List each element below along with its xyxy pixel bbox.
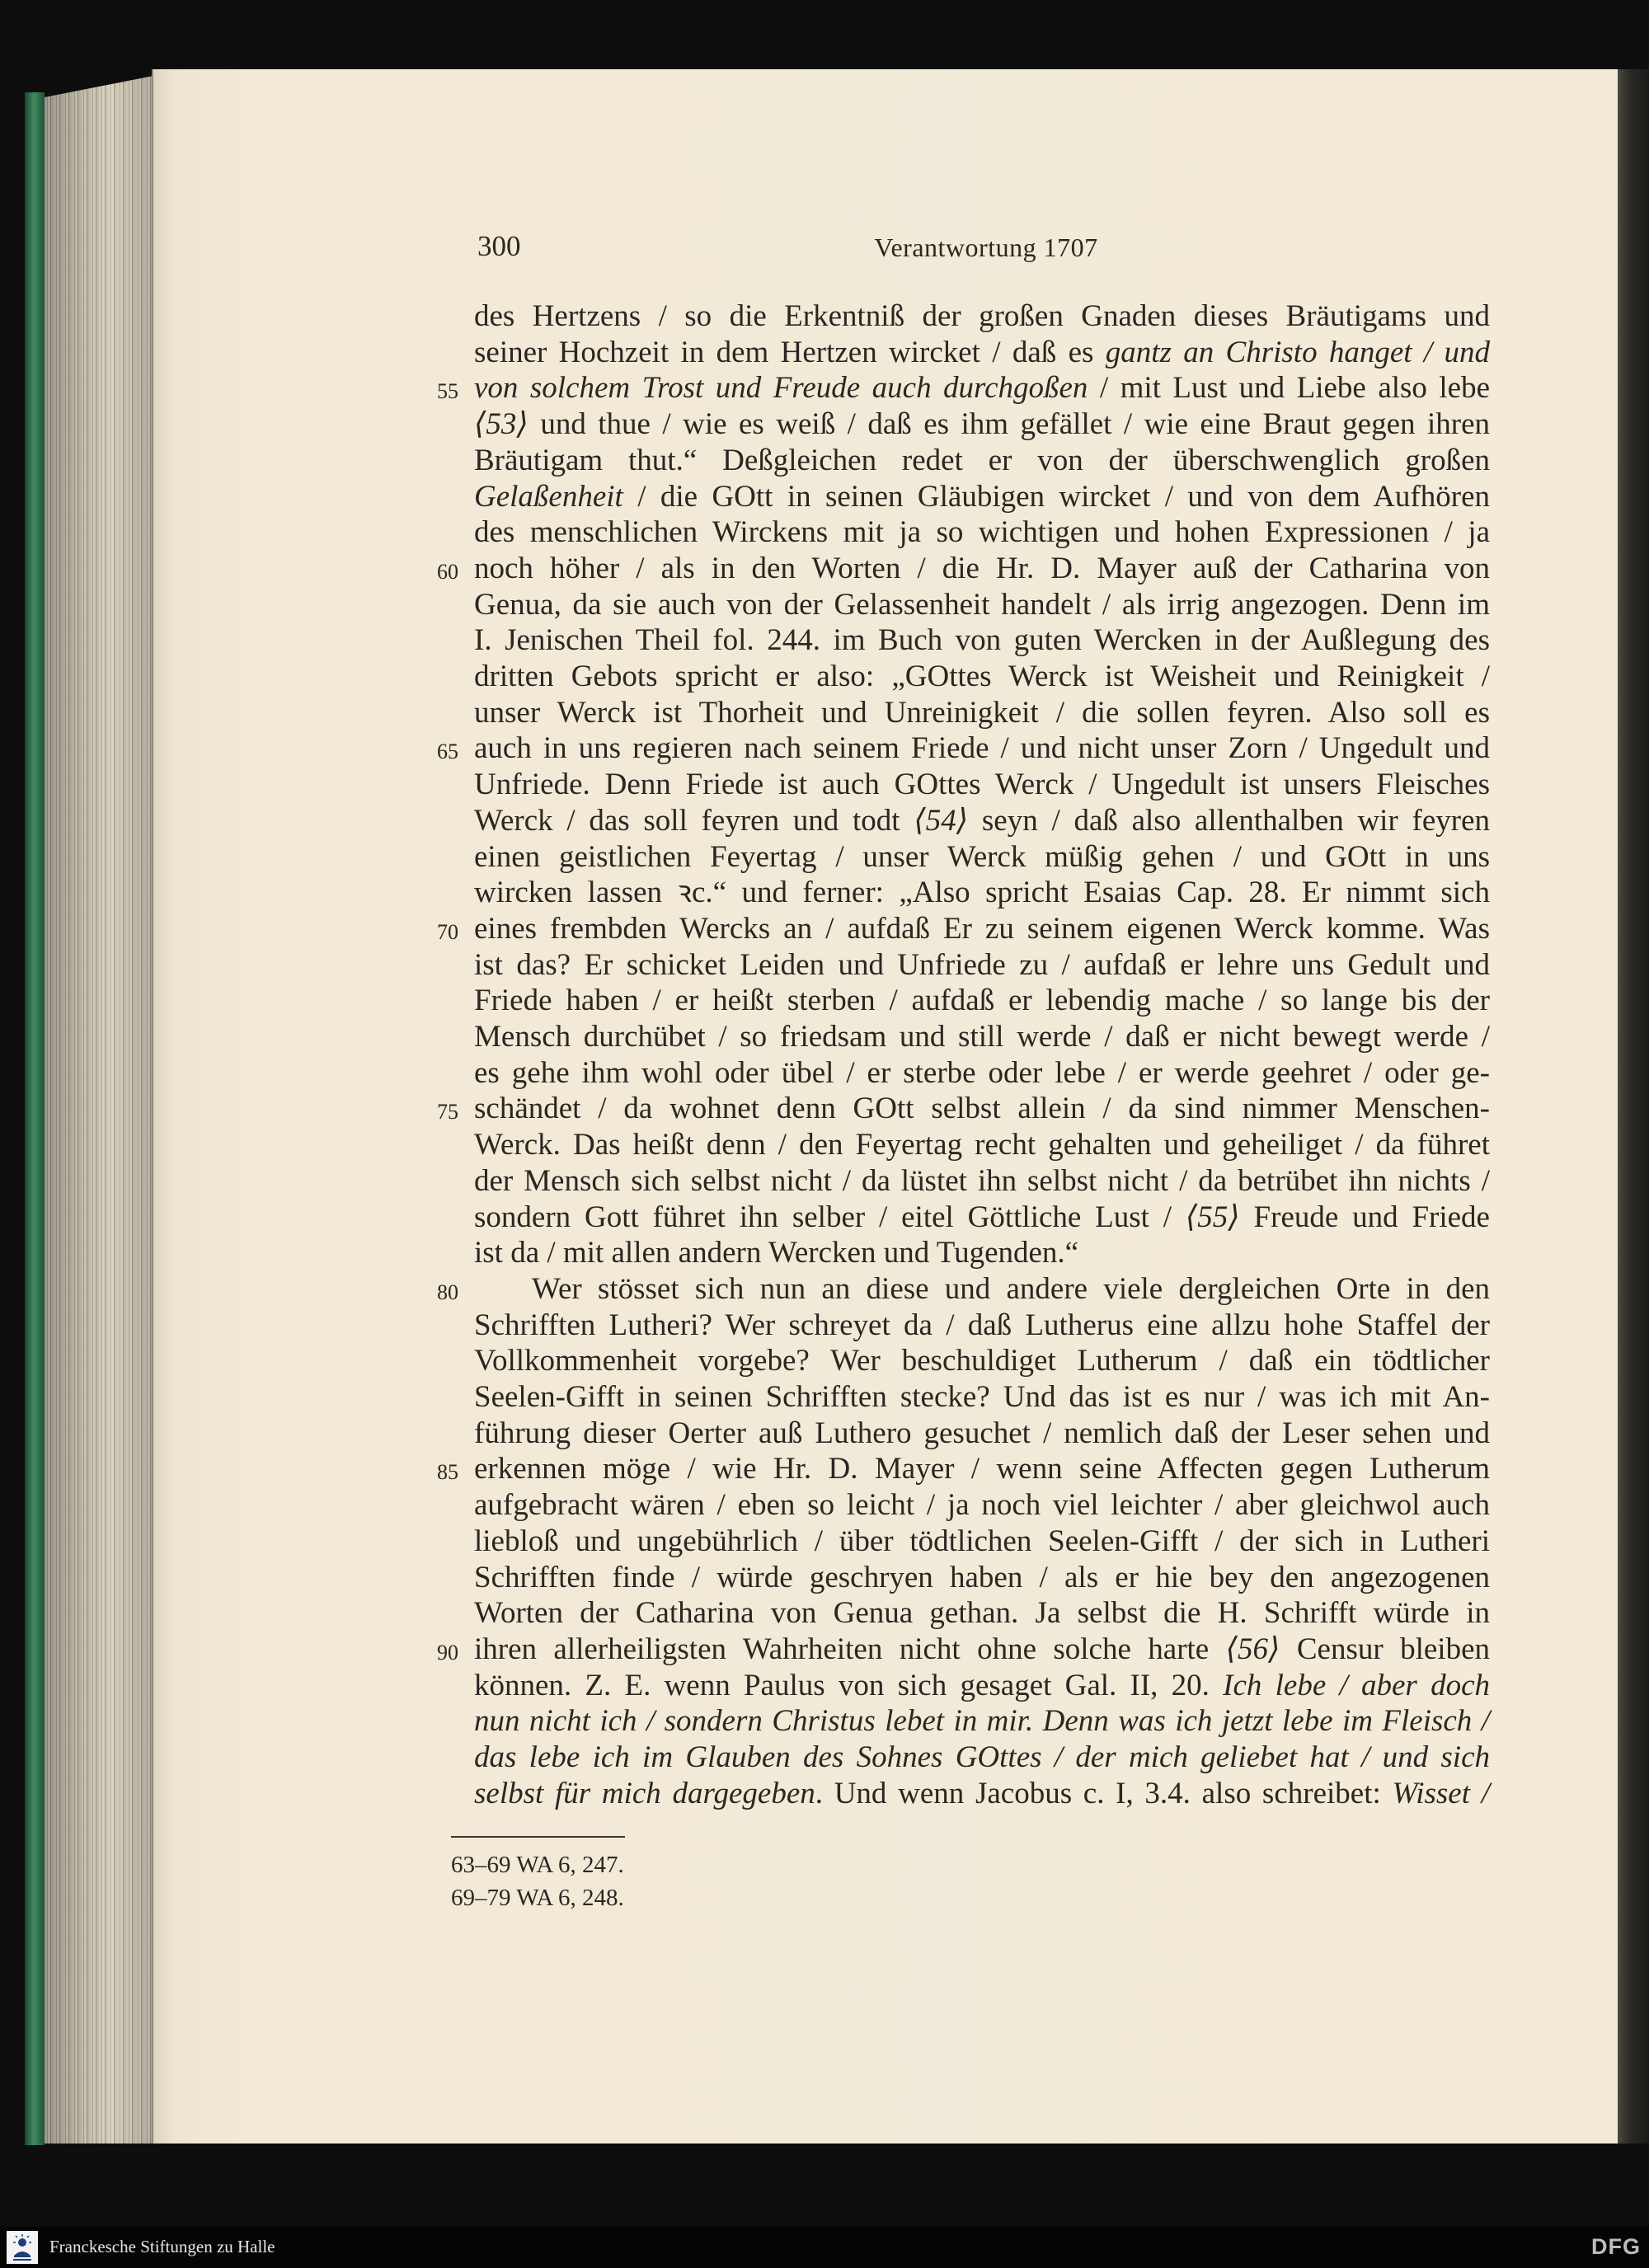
text-run: der Mensch sich selbst nicht / da lüstet ihn selbst nicht / da betrübet ihn nichts / (474, 1163, 1490, 1198)
text-run: des Hertzens / so die Erkentniß der großen Gnaden dieses Bräutigams und (474, 299, 1490, 333)
margin-line-number: 60 (437, 559, 458, 584)
text-run: / mit Lust und Liebe also lebe (1088, 371, 1491, 406)
margin-line-number: 80 (437, 1280, 458, 1304)
text-run: es gehe ihm wohl oder übel / er sterbe oder lebe / er werde geehret / oder ge- (474, 1055, 1490, 1090)
text-run: dritten Gebots spricht er also: „GOttes Werck ist Weisheit und Reinigkeit / (474, 660, 1490, 693)
text-run: Schrifften Lutheri? Wer schreyet da / daß Lutherus eine allzu hohe Staffel der (474, 1308, 1490, 1342)
text-run: . Und wenn Jacobus c. I, 3.4. also schreibet: (815, 1776, 1393, 1810)
text-run: / die GOtt in seinen Gläubigen wircket / und von dem Aufhören (622, 479, 1490, 514)
text-run: schändet / da wohnet denn GOtt selbst allein / da sind nimmer Menschen- (474, 1092, 1490, 1126)
text-line (474, 839, 1490, 876)
text-run: liebloß und ungebührlich / über tödtlichen Seelen-Gifft / der sich in Lutheri (474, 1524, 1490, 1558)
text-run: Mensch durchübet / so friedsam und still werde / daß er nicht bewegt werde / (474, 1020, 1490, 1054)
text-run: Censur bleiben (1280, 1632, 1490, 1666)
text-run: Genua, da sie auch von der Gelassenheit handelt / als irrig angezogen. Denn im (474, 587, 1490, 622)
italic-text-run: das lebe ich im Glauben des Sohnes GOttes / der mich geliebet hat / und sich (474, 1740, 1490, 1774)
text-line (474, 335, 1490, 371)
text-line (474, 1379, 1490, 1416)
running-head-title: Verantwortung 1707 (874, 232, 1098, 262)
text-line (474, 875, 1490, 911)
text-line (474, 947, 1490, 984)
text-run: seyn / daß also allenthalben wir feyren (968, 803, 1490, 838)
text-line (474, 695, 1490, 731)
text-run: Vollkommenheit vorgebe? Wer beschuldiget Lutherum / daß ein tödtlicher (474, 1344, 1490, 1378)
text-line (474, 1595, 1490, 1632)
footnote-rule (451, 1836, 625, 1838)
text-run: auch in uns regieren nach seinem Friede / und nicht unser Zorn / Ungedult und (474, 731, 1490, 766)
italic-text-run: ⟨53⟩ (474, 407, 529, 442)
text-line (474, 1668, 1490, 1704)
text-run: erkennen möge / wie Hr. D. Mayer / wenn seine Affecten gegen Lutherum (474, 1452, 1490, 1486)
text-run: können. Z. E. wenn Paulus von sich gesaget Gal. II, 20. (474, 1668, 1224, 1702)
text-run: des menschlichen Wirckens mit ja so wichtigen und hohen Expressionen / ja (474, 515, 1490, 550)
text-line (474, 1055, 1490, 1092)
footnote: 63–69 WA 6, 247. (451, 1852, 624, 1878)
text-run: ihren allerheiligsten Wahrheiten nicht ohne solche harte (474, 1632, 1226, 1666)
right-edge-shadow (1618, 69, 1649, 2144)
book-cover-edge (25, 92, 45, 2145)
text-run: Freude und Friede (1239, 1200, 1490, 1234)
text-run: aufgebracht wären / eben so leicht / ja noch viel leichter / aber gleichwol auch (474, 1488, 1490, 1523)
text-run: führung dieser Oerter auß Luthero gesuchet / nemlich daß der Leser sehen und (474, 1416, 1490, 1450)
text-line (474, 1703, 1490, 1740)
text-run: ist da / mit allen andern Wercken und Tugenden.“ (474, 1236, 1079, 1270)
text-run: wircken lassen ꝛc.“ und ferner: „Also spricht Esaias Cap. 28. Er nimmt sich (474, 876, 1490, 910)
institution-name: Franckesche Stiftungen zu Halle (49, 2237, 275, 2256)
italic-text-run: Ich lebe / aber doch (1223, 1668, 1490, 1702)
text-run: und thue / wie es weiß / daß es ihm gefället / wie eine Braut gegen ihren (528, 407, 1490, 442)
text-line (474, 1163, 1490, 1200)
foundation-emblem-icon (7, 2231, 38, 2264)
text-run: seiner Hochzeit in dem Hertzen wircket / daß es (474, 335, 1106, 369)
text-run: Friede haben / er heißt sterben / aufdaß er lebendig mache / so lange bis der (474, 984, 1490, 1018)
text-line (474, 406, 1490, 443)
text-run: Unfriede. Denn Friede ist auch GOttes Werck / Ungedult ist unsers Fleisches (474, 768, 1490, 802)
margin-line-number: 90 (437, 1640, 458, 1665)
text-line (474, 803, 1490, 839)
text-run: Wer stösset sich nun an diese und andere viele dergleichen Orte in den (532, 1271, 1490, 1306)
text-line (474, 1416, 1490, 1452)
text-run: Werck. Das heißt denn / den Feyertag recht gehalten und geheiliget / da führet (474, 1128, 1490, 1162)
text-run: einen geistlichen Feyertag / unser Werck müßig gehen / und GOtt in uns (474, 839, 1490, 874)
page-number: 300 (477, 230, 521, 262)
viewer-footer-bar (0, 2227, 1649, 2268)
text-run: eines frembden Wercks an / aufdaß Er zu seinem eigenen Werck komme. Was (474, 911, 1490, 946)
margin-line-number: 65 (437, 740, 458, 764)
text-line (474, 443, 1490, 479)
text-run: unser Werck ist Thorheit und Unreinigkeit / die sollen feyren. Also soll es (474, 695, 1490, 730)
text-line (474, 1343, 1490, 1379)
main-text-block (437, 298, 1491, 1812)
text-line (474, 587, 1490, 623)
italic-text-run: gantz an Christo hanget / und (1105, 335, 1490, 369)
text-line (474, 983, 1490, 1019)
text-line (437, 370, 1491, 406)
dfg-logo: DFG (1591, 2234, 1641, 2259)
italic-text-run: ⟨56⟩ (1225, 1632, 1280, 1666)
text-line (437, 1632, 1490, 1668)
text-line (474, 1487, 1490, 1524)
margin-line-number: 70 (437, 919, 458, 944)
text-run: ist das? Er schicket Leiden und Unfriede zu / aufdaß er lehre uns Gedult und (474, 947, 1490, 982)
margin-line-number: 75 (437, 1100, 458, 1125)
text-line (437, 1271, 1490, 1308)
text-line (474, 1235, 1490, 1271)
italic-text-run: selbst für mich dargegeben (474, 1776, 815, 1810)
text-run: Schrifften finde / würde geschryen haben / als er hie bey den angezogenen (474, 1560, 1490, 1594)
foundation-emblem-icon (7, 2231, 38, 2264)
italic-text-run: Gelaßenheit (474, 479, 623, 514)
text-line (474, 479, 1490, 515)
text-line (437, 1091, 1490, 1127)
text-line (474, 1308, 1490, 1344)
text-line (474, 1019, 1490, 1055)
text-run: Werck / das soll feyren und todt (474, 803, 914, 838)
text-line (437, 730, 1490, 767)
text-line (437, 551, 1490, 587)
footnote: 69–79 WA 6, 248. (451, 1885, 624, 1911)
text-line (474, 298, 1490, 335)
text-line (474, 1524, 1490, 1560)
text-line (474, 622, 1490, 659)
text-line (474, 1127, 1490, 1163)
text-line (474, 767, 1490, 803)
margin-line-number: 55 (437, 379, 458, 404)
text-run: noch höher / als in den Worten / die Hr. D. Mayer auß der Catharina von (474, 551, 1490, 585)
italic-text-run: nun nicht ich / sondern Christus lebet in mir. Denn was ich jetzt lebe im Fleisch / (474, 1704, 1490, 1739)
text-run: Seelen-Gifft in seinen Schrifften stecke? Und das ist es nur / was ich mit An- (474, 1380, 1490, 1414)
italic-text-run: ⟨55⟩ (1185, 1200, 1240, 1234)
text-run: Worten der Catharina von Genua gethan. Ja selbst die H. Schrifft würde in (474, 1596, 1490, 1631)
text-run: Bräutigam thut.“ Deßgleichen redet er von der überschwenglich großen (474, 443, 1490, 477)
text-line (437, 1451, 1490, 1487)
margin-line-number: 85 (437, 1460, 458, 1485)
text-line (474, 1740, 1490, 1776)
page-stack-edges (45, 76, 153, 2144)
italic-text-run: ⟨54⟩ (914, 803, 969, 838)
text-line (474, 659, 1490, 695)
text-line (474, 1200, 1490, 1236)
italic-text-run: Wisset / (1392, 1776, 1490, 1810)
text-line (474, 1776, 1490, 1812)
text-run: I. Jenischen Theil fol. 244. im Buch von guten Wercken in der Außlegung des (474, 623, 1490, 658)
text-line (474, 514, 1490, 551)
italic-text-run: von solchem Trost und Freude auch durchgoßen (474, 371, 1088, 406)
text-run: sondern Gott führet ihn selber / eitel Göttliche Lust / (474, 1200, 1186, 1234)
text-line (437, 911, 1490, 947)
text-line (474, 1560, 1490, 1596)
